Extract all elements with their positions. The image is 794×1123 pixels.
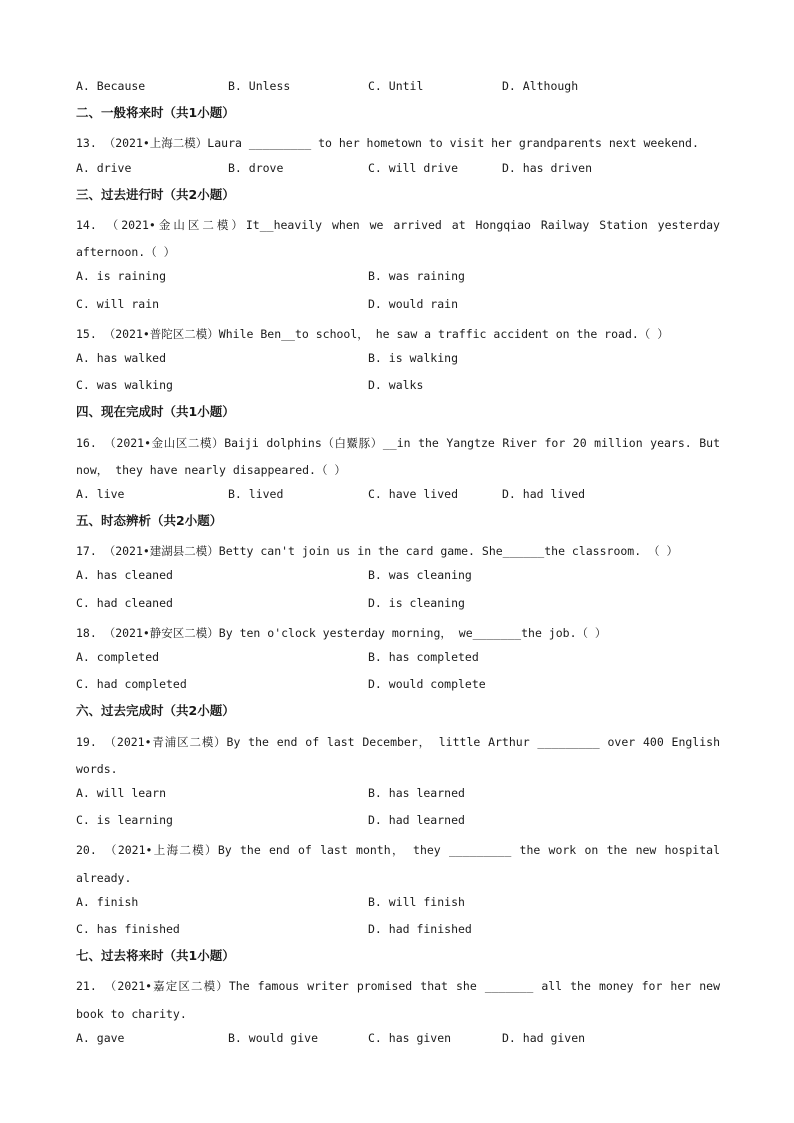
question-20-text: 20. （2021•上海二模）By the end of last month， they _________ the work on the new hospital already. (76, 843, 720, 885)
q14-option-b: B. was raining (368, 269, 465, 284)
q19-option-d: D. had learned (368, 813, 465, 828)
q12-option-a: A. Because (76, 79, 146, 93)
section-heading-present-perfect: 四、现在完成时（共1小题） (76, 404, 235, 420)
q16-option-d: D. had lived (502, 486, 586, 501)
q12-option-d: D. Although (502, 79, 579, 93)
q18-option-c: C. had completed (76, 677, 187, 692)
q16-options (76, 484, 720, 511)
question-16-text: 16. （2021•金山区二模）Baiji dolphins（白鱀豚）__in the Yangtze River for 20 million years. But now， they have nearly disappeared.（ ） (76, 435, 720, 477)
q12-option-b: B. Unless (228, 79, 291, 93)
q17-option-a: A. has cleaned (76, 568, 173, 583)
section-heading-past-perfect: 六、过去完成时（共2小题） (76, 703, 235, 719)
q14-option-d: D. would rain (368, 296, 459, 311)
q20-option-c: C. has finished (76, 922, 180, 936)
q20-option-d: D. had finished (368, 922, 472, 936)
question-13-text: 13. （2021•上海二模）Laura _________ to her hometown to visit her grandparents next weekend. (76, 136, 699, 151)
q16-option-a: A. live (76, 486, 125, 501)
q14-option-c: C. will rain (76, 296, 160, 311)
question-18-text: 18. （2021•静安区二模）By ten o'clock yesterday morning， we_______the job.（ ） (76, 625, 607, 640)
q16-option-c: C. have lived (368, 486, 459, 501)
q21-option-d: D. had given (502, 1030, 586, 1045)
q20-option-a: A. finish (76, 894, 139, 909)
q16-option-b: B. lived (228, 486, 284, 501)
q20-options-row2 (76, 919, 720, 946)
section-heading-past-continuous: 三、过去进行时（共2小题） (76, 186, 235, 202)
q17-options-row1 (76, 565, 720, 592)
q21-option-c: C. has given (368, 1030, 452, 1045)
q13-option-a: A. drive (76, 160, 132, 175)
q14-option-a: A. is raining (76, 269, 167, 284)
q15-options-row1 (76, 348, 720, 375)
question-15-text: 15. （2021•普陀区二模）While Ben__to school， he saw a traffic accident on the road.（ ） (76, 326, 669, 341)
question-17-text: 17. （2021•建湖县二模）Betty can't join us in the card game. She______the classroom. （ ） (76, 544, 678, 559)
q20-options-row1 (76, 892, 720, 919)
q15-option-a: A. has walked (76, 350, 167, 365)
question-14-text: 14. （2021•金山区二模）It__heavily when we arrived at Hongqiao Railway Station yesterday afternoon.（ ） (76, 217, 720, 260)
q15-option-c: C. was walking (76, 378, 173, 393)
q13-option-c: C. will drive (368, 160, 459, 175)
q19-options-row2 (76, 810, 720, 837)
q14-options-row1 (76, 266, 720, 293)
q19-option-b: B. has learned (368, 786, 465, 801)
q21-options (76, 1028, 720, 1055)
q14-options-row2 (76, 294, 720, 321)
section-heading-future-in-past: 七、过去将来时（共1小题） (76, 948, 235, 964)
q13-option-b: B. drove (228, 160, 284, 175)
q15-options-row2 (76, 375, 720, 402)
q20-option-b: B. will finish (368, 894, 465, 909)
q15-option-b: B. is walking (368, 350, 459, 365)
q13-options (76, 158, 720, 185)
q17-option-c: C. had cleaned (76, 595, 173, 610)
q12-option-c: C. Until (368, 79, 424, 93)
q17-option-b: B. was cleaning (368, 568, 472, 583)
section-heading-future-simple: 二、一般将来时（共1小题） (76, 105, 235, 121)
question-21-text: 21. （2021•嘉定区二模）The famous writer promised that she _______ all the money for her new book to charity. (76, 979, 720, 1021)
q12-options (76, 76, 720, 103)
q18-option-a: A. completed (76, 650, 160, 665)
q17-option-d: D. is cleaning (368, 595, 465, 610)
question-19-text: 19. （2021•青浦区二模）By the end of last December， little Arthur _________ over 400 English words. (76, 734, 720, 776)
q18-options-row2 (76, 674, 720, 701)
q18-option-b: B. has completed (368, 650, 479, 665)
section-heading-tense-analysis: 五、时态辨析（共2小题） (76, 513, 223, 529)
worksheet-page (76, 76, 720, 1055)
q15-option-d: D. walks (368, 378, 424, 393)
q18-option-d: D. would complete (368, 677, 486, 692)
q13-option-d: D. has driven (502, 160, 593, 175)
q21-option-a: A. gave (76, 1030, 125, 1045)
q17-options-row2 (76, 593, 720, 620)
q19-options-row1 (76, 783, 720, 810)
q19-option-a: A. will learn (76, 786, 167, 801)
q21-option-b: B. would give (228, 1030, 319, 1045)
q18-options-row1 (76, 647, 720, 674)
q19-option-c: C. is learning (76, 813, 173, 828)
